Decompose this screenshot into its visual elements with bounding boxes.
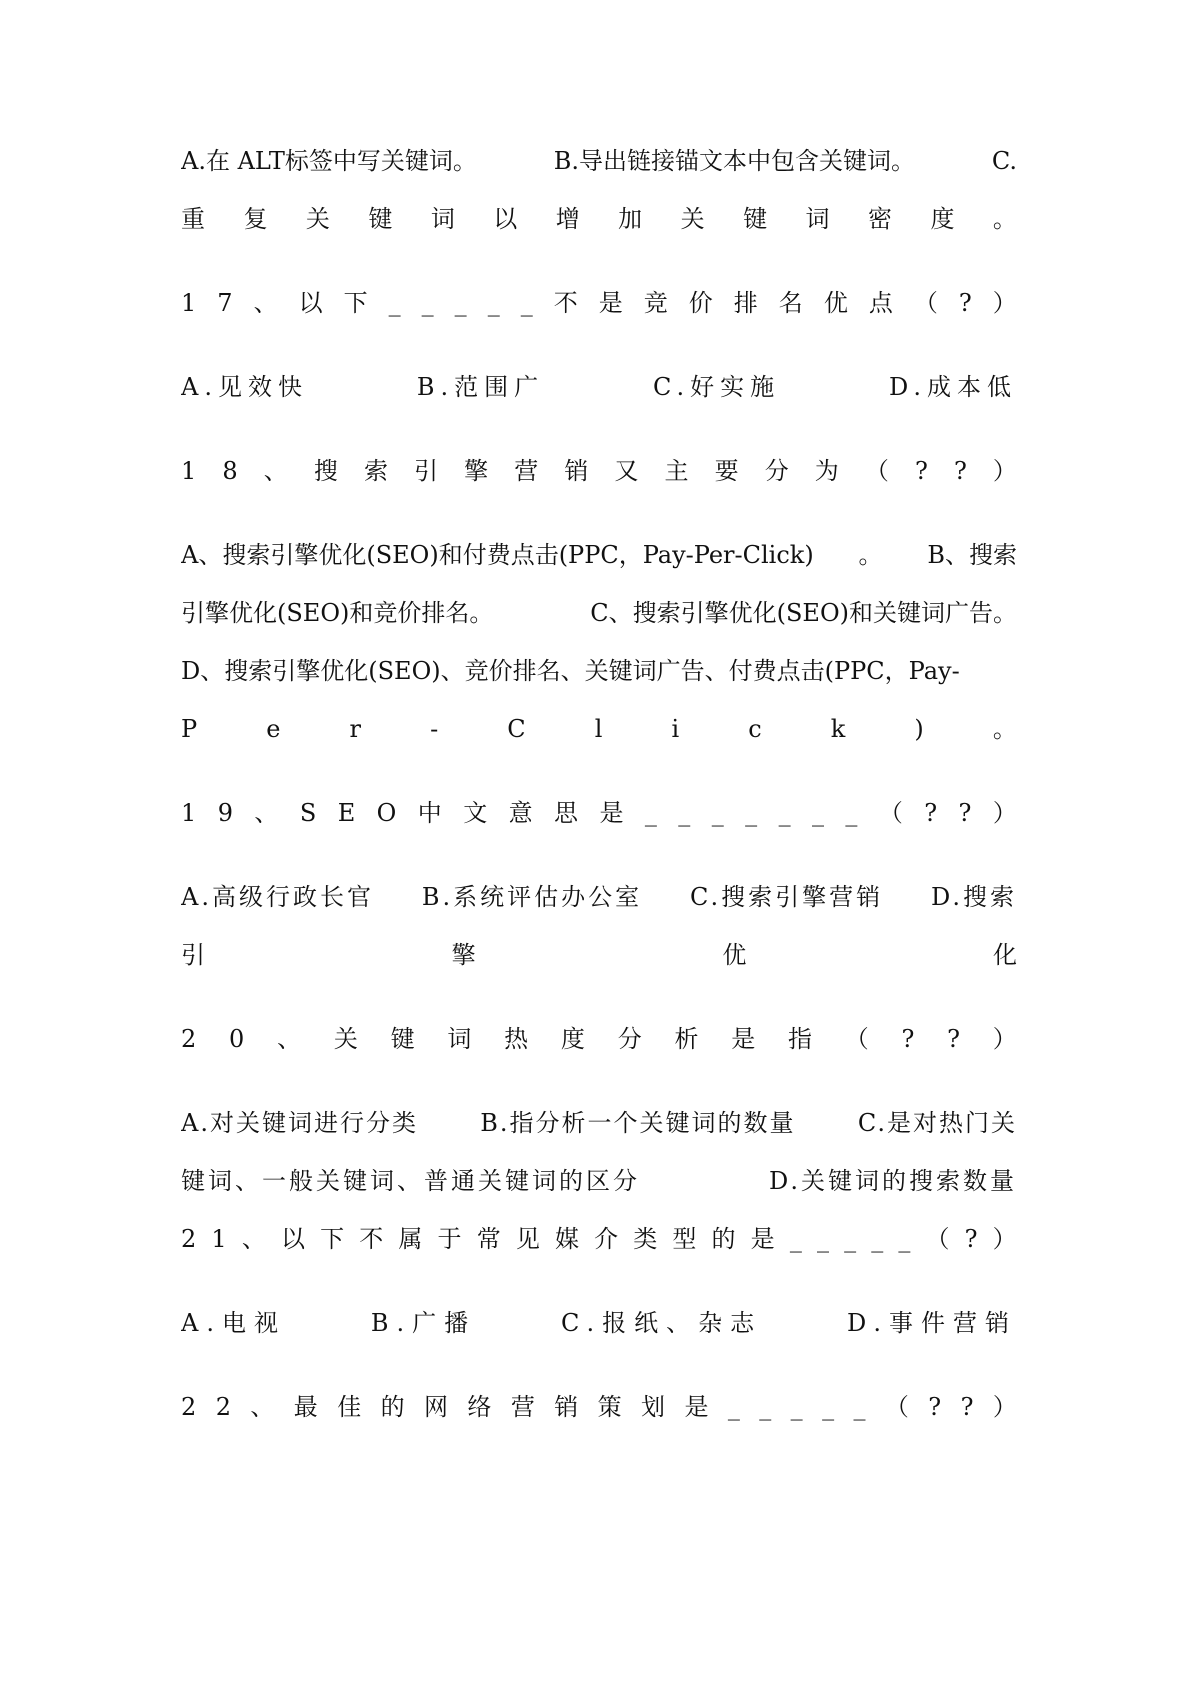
glyph: _	[487, 289, 500, 317]
glyph: _	[727, 1393, 740, 1421]
glyph: 下	[343, 289, 368, 317]
glyph: ?	[924, 799, 938, 827]
glyph: 营	[510, 1393, 535, 1421]
glyph: 擎	[451, 941, 476, 969]
glyph: 以	[298, 289, 323, 317]
glyph: （	[913, 289, 938, 317]
glyph: _	[853, 1393, 866, 1421]
glyph: 优	[722, 941, 747, 969]
glyph: 关	[305, 205, 330, 233]
option-line-16	[181, 146, 1017, 176]
glyph: 擎	[464, 457, 489, 485]
glyph: _	[844, 1225, 857, 1253]
glyph: _	[871, 1225, 884, 1253]
glyph: ?	[953, 457, 967, 485]
glyph: _	[816, 1225, 829, 1253]
glyph: E	[337, 799, 356, 827]
glyph: 指	[787, 1025, 812, 1053]
glyph: _	[388, 289, 401, 317]
question-20	[181, 1024, 1017, 1054]
glyph: （	[878, 799, 903, 827]
glyph: 、	[253, 289, 278, 317]
glyph: 媒	[554, 1225, 579, 1253]
glyph: 营	[514, 457, 539, 485]
glyph: 下	[320, 1225, 345, 1253]
glyph: 类	[633, 1225, 658, 1253]
glyph: _	[759, 1393, 772, 1421]
glyph: 键	[743, 205, 768, 233]
glyph: -	[430, 715, 439, 743]
glyph: 加	[618, 205, 643, 233]
option-a: A.对关键词进行分类	[181, 1109, 418, 1137]
glyph: 价	[688, 289, 713, 317]
glyph: 分	[764, 457, 789, 485]
glyph: P	[181, 715, 198, 743]
glyph: 以	[493, 205, 518, 233]
glyph: ）	[992, 457, 1017, 485]
glyph: 的	[380, 1393, 405, 1421]
glyph: 中	[417, 799, 442, 827]
glyph: 密	[867, 205, 892, 233]
option-d: D.关键词的搜索数量	[768, 1167, 1017, 1195]
glyph: 是	[598, 289, 623, 317]
glyph: 1	[181, 289, 197, 317]
glyph: 不	[359, 1225, 384, 1253]
glyph: 思	[554, 799, 579, 827]
glyph: r	[349, 715, 361, 743]
glyph: )	[914, 715, 924, 743]
glyph: 见	[515, 1225, 540, 1253]
glyph: 增	[555, 205, 580, 233]
glyph: 意	[508, 799, 533, 827]
question-21	[181, 1224, 1017, 1254]
option-d: D.事件营销	[846, 1309, 1017, 1337]
question-18	[181, 456, 1017, 486]
option-a-period: 。	[858, 541, 883, 569]
option-c: C、搜索引擎优化(SEO)和关键词广告。	[590, 599, 1017, 627]
glyph: ?	[958, 289, 972, 317]
glyph: _	[811, 799, 824, 827]
glyph: _	[822, 1393, 835, 1421]
glyph: 网	[424, 1393, 448, 1421]
option-d-continued	[181, 940, 1017, 970]
glyph: ?	[901, 1025, 915, 1053]
glyph: 又	[614, 457, 639, 485]
glyph: _	[778, 799, 791, 827]
option-b-continued: 引擎优化(SEO)和竞价排名。	[181, 599, 494, 627]
glyph: 关	[680, 205, 705, 233]
glyph: S	[299, 799, 317, 827]
glyph: _	[898, 1225, 911, 1253]
glyph: 为	[814, 457, 839, 485]
option-d-prefix: D.搜索	[930, 883, 1017, 911]
options-20-line-2	[181, 1166, 1017, 1196]
glyph: 介	[594, 1225, 619, 1253]
glyph: _	[745, 799, 758, 827]
option-c-prefix: C.是对热门关	[857, 1109, 1017, 1137]
options-19	[181, 882, 1017, 912]
glyph: _	[421, 289, 434, 317]
glyph: 文	[463, 799, 488, 827]
glyph: i	[671, 715, 680, 743]
glyph: 是	[599, 799, 624, 827]
glyph: 关	[333, 1025, 358, 1053]
glyph: 键	[390, 1025, 415, 1053]
glyph: 热	[504, 1025, 529, 1053]
glyph: 7	[217, 289, 233, 317]
glyph: 是	[684, 1393, 709, 1421]
glyph: 以	[280, 1225, 305, 1253]
glyph: c	[748, 715, 762, 743]
glyph: （	[925, 1225, 950, 1253]
option-a: A.电视	[181, 1309, 286, 1337]
glyph: _	[454, 289, 467, 317]
glyph: 销	[564, 457, 589, 485]
glyph: （	[844, 1025, 869, 1053]
glyph: 2	[215, 1393, 231, 1421]
glyph: 络	[467, 1393, 492, 1421]
glyph: 、	[250, 1393, 275, 1421]
glyph: 2	[181, 1025, 197, 1053]
glyph: 引	[181, 941, 205, 969]
glyph: O	[376, 799, 397, 827]
glyph: 属	[398, 1225, 423, 1253]
glyph: 词	[805, 205, 830, 233]
option-b: B.范围广	[416, 373, 545, 401]
glyph: 词	[430, 205, 455, 233]
glyph: 0	[229, 1025, 245, 1053]
glyph: 引	[414, 457, 439, 485]
glyph: _	[711, 799, 724, 827]
glyph: C	[507, 715, 526, 743]
options-17	[181, 372, 1017, 402]
glyph: （	[884, 1393, 909, 1421]
glyph: ?	[928, 1393, 942, 1421]
option-b-prefix: B、搜索	[927, 541, 1017, 569]
glyph: 、	[254, 799, 279, 827]
glyph: _	[678, 799, 691, 827]
glyph: 点	[868, 289, 893, 317]
option-b: B.导出链接锚文本中包含关键词。	[553, 147, 916, 175]
glyph: 析	[674, 1025, 699, 1053]
glyph: 是	[731, 1025, 756, 1053]
glyph: 、	[241, 1225, 266, 1253]
glyph: k	[830, 715, 846, 743]
option-b: B.广播	[370, 1309, 477, 1337]
option-d-continued	[181, 714, 1017, 744]
glyph: ?	[947, 1025, 961, 1053]
glyph: ）	[992, 1393, 1017, 1421]
option-a: A.见效快	[181, 373, 308, 401]
glyph: 9	[217, 799, 233, 827]
glyph: ?	[958, 799, 972, 827]
option-a: A、搜索引擎优化(SEO)和付费点击(PPC，Pay-Per-Click)	[181, 541, 814, 569]
option-c-prefix: C.	[991, 147, 1017, 175]
option-c: C.报纸、杂志	[560, 1309, 763, 1337]
glyph: 2	[181, 1393, 197, 1421]
option-b: B.系统评估办公室	[421, 883, 643, 911]
glyph: 键	[368, 205, 393, 233]
options-18-line-2	[181, 598, 1017, 628]
glyph: ?	[914, 457, 928, 485]
glyph: 。	[992, 205, 1017, 233]
glyph: ?	[964, 1225, 978, 1253]
glyph: 。	[992, 715, 1017, 743]
options-21	[181, 1308, 1017, 1338]
option-a: A.高级行政长官	[181, 883, 374, 911]
glyph: 主	[664, 457, 689, 485]
question-19	[181, 798, 1017, 828]
glyph: 度	[930, 205, 955, 233]
glyph: 2	[181, 1225, 197, 1253]
option-c: C.好实施	[652, 373, 781, 401]
glyph: 1	[181, 799, 197, 827]
glyph: 名	[778, 289, 803, 317]
glyph: _	[790, 1393, 803, 1421]
glyph: 最	[293, 1393, 318, 1421]
options-20-line-1	[181, 1108, 1017, 1138]
glyph: _	[520, 289, 533, 317]
question-22	[181, 1392, 1017, 1422]
glyph: 不	[553, 289, 578, 317]
option-c: C.搜索引擎营销	[689, 883, 884, 911]
glyph: 划	[641, 1393, 666, 1421]
option-c-continued: 键词、一般关键词、普通关键词的区分	[181, 1167, 640, 1195]
glyph: ）	[992, 1225, 1017, 1253]
glyph: 常	[476, 1225, 501, 1253]
glyph: 要	[714, 457, 739, 485]
glyph: 1	[181, 457, 197, 485]
glyph: 分	[617, 1025, 642, 1053]
option-d: D.成本低	[888, 373, 1017, 401]
option-c-continued	[181, 204, 1017, 234]
options-18-line-3	[181, 656, 1017, 686]
glyph: ）	[992, 1025, 1017, 1053]
glyph: 竞	[643, 289, 668, 317]
option-d: D、搜索引擎优化(SEO)、竞价排名、关键词广告、付费点击(PPC，Pay-	[181, 657, 960, 685]
glyph: _	[644, 799, 657, 827]
glyph: l	[594, 715, 603, 743]
glyph: _	[845, 799, 858, 827]
glyph: 索	[363, 457, 388, 485]
glyph: 销	[554, 1393, 579, 1421]
glyph: ?	[960, 1393, 974, 1421]
glyph: 排	[733, 289, 758, 317]
options-18-line-1	[181, 540, 1017, 570]
glyph: 度	[560, 1025, 585, 1053]
glyph: （	[864, 457, 889, 485]
glyph: ）	[992, 799, 1017, 827]
glyph: 于	[437, 1225, 462, 1253]
glyph: 化	[992, 941, 1017, 969]
glyph: ）	[992, 289, 1017, 317]
glyph: 是	[750, 1225, 775, 1253]
option-b: B.指分析一个关键词的数量	[480, 1109, 796, 1137]
glyph: 8	[222, 457, 238, 485]
glyph: _	[789, 1225, 802, 1253]
glyph: 、	[263, 457, 288, 485]
glyph: 搜	[313, 457, 338, 485]
glyph: 型	[672, 1225, 697, 1253]
glyph: 重	[181, 205, 205, 233]
glyph: 的	[711, 1225, 736, 1253]
glyph: 复	[243, 205, 268, 233]
glyph: 词	[447, 1025, 472, 1053]
glyph: 策	[597, 1393, 622, 1421]
glyph: 佳	[337, 1393, 362, 1421]
glyph: e	[266, 715, 281, 743]
question-17	[181, 288, 1017, 318]
option-a: A.在 ALT标签中写关键词。	[181, 147, 477, 175]
glyph: 、	[277, 1025, 302, 1053]
glyph: 优	[823, 289, 848, 317]
glyph: 1	[211, 1225, 227, 1253]
